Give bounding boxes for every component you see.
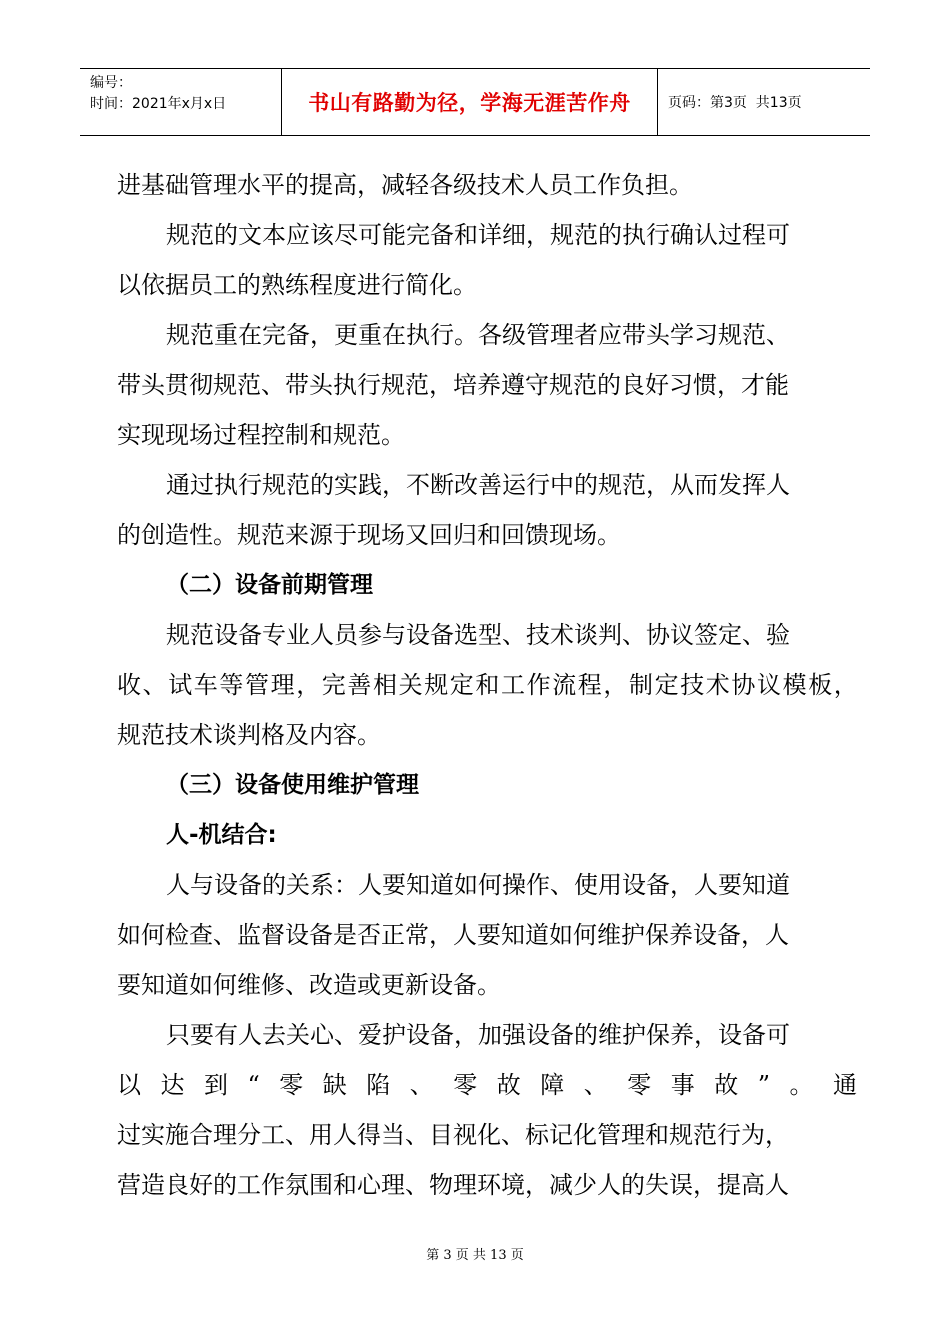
text-line: 收、试车等管理，完善相关规定和工作流程，制定技术协议模板， bbox=[117, 671, 860, 699]
document-body bbox=[117, 160, 877, 1210]
text-line: 通过执行规范的实践，不断改善运行中的规范，从而发挥人 bbox=[166, 471, 790, 499]
text-line: 的创造性。规范来源于现场又回归和回馈现场。 bbox=[117, 521, 621, 549]
text-line: 以达到“零缺陷、零故障、零事故”。通 bbox=[117, 1071, 877, 1099]
text-line: 如何检查、监督设备是否正常，人要知道如何维护保养设备，人 bbox=[117, 921, 789, 949]
text-line: 带头贯彻规范、带头执行规范，培养遵守规范的良好习惯，才能 bbox=[117, 371, 789, 399]
text-line: 只要有人去关心、爱护设备，加强设备的维护保养，设备可 bbox=[166, 1021, 790, 1049]
page-footer: 第 3 页 共 13 页 bbox=[426, 1248, 524, 1263]
subsection-heading: 人-机结合: bbox=[166, 822, 277, 848]
text-line: 规范重在完备，更重在执行。各级管理者应带头学习规范、 bbox=[166, 321, 790, 349]
text-line: 要知道如何维修、改造或更新设备。 bbox=[117, 971, 501, 999]
text-line: 规范设备专业人员参与设备选型、技术谈判、协议签定、验 bbox=[166, 621, 790, 649]
text-line: 规范的文本应该尽可能完备和详细，规范的执行确认过程可 bbox=[166, 221, 790, 249]
section-heading: （三）设备使用维护管理 bbox=[166, 772, 419, 798]
text-line: 过实施合理分工、用人得当、目视化、标记化管理和规范行为， bbox=[117, 1121, 789, 1149]
text-line: 营造良好的工作氛围和心理、物理环境，减少人的失误，提高人 bbox=[117, 1171, 789, 1199]
text-line: 实现现场过程控制和规范。 bbox=[117, 421, 405, 449]
document-time-label: 时间：2021年x月x日 bbox=[90, 96, 227, 112]
text-line: 以依据员工的熟练程度进行简化。 bbox=[117, 271, 477, 299]
text-line: 规范技术谈判格及内容。 bbox=[117, 721, 381, 749]
text-line: 进基础管理水平的提高，减轻各级技术人员工作负担。 bbox=[117, 171, 693, 199]
header-meta bbox=[80, 69, 282, 135]
text-line: 人与设备的关系：人要知道如何操作、使用设备，人要知道 bbox=[166, 871, 790, 899]
document-number-label: 编号： bbox=[90, 75, 132, 91]
header-motto: 书山有路勤为径，学海无涯苦作舟 bbox=[282, 69, 658, 135]
section-heading: （二）设备前期管理 bbox=[166, 572, 373, 598]
header-page-info: 页码：第3页 共13页 bbox=[668, 95, 802, 111]
document-header bbox=[80, 68, 870, 136]
